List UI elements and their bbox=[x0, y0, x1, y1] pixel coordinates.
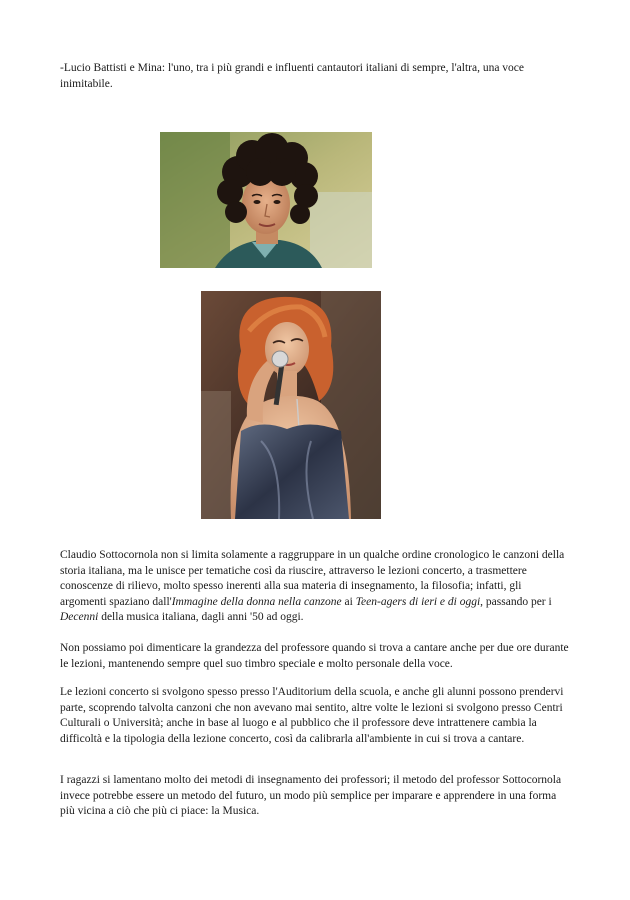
intro-paragraph: -Lucio Battisti e Mina: l'uno, tra i più grandi e influenti cantautori italiani di sempre, l'altra, una voce inimitabile. bbox=[60, 62, 525, 90]
paragraph-lezioni-concerto bbox=[60, 548, 570, 626]
paragraph-text: ai bbox=[341, 595, 356, 608]
paragraph-text: , passando per i bbox=[480, 595, 552, 608]
battisti-photo bbox=[160, 132, 372, 268]
portrait-photo-icon bbox=[160, 132, 372, 268]
italic-title: Decenni bbox=[60, 611, 99, 623]
paragraph-auditorium: Le lezioni concerto si svolgono spesso presso l'Auditorium della scuola, e anche gli alunni possono prendervi parte, scoprendo talvolta canzoni che non avevano mai sentito, altre volte le lezioni si svolgono presso Centri Culturali o Università; anche in base al luogo e al pubblico che il professore deve intrattenere cambia la difficoltà e la tipologia della lezione concerto, così da calibrarla all'ambiente in cui si trova a cantare. bbox=[60, 686, 564, 745]
mina-photo bbox=[201, 291, 381, 519]
paragraph-grandezza: Non possiamo poi dimenticare la grandezza del professore quando si trova a cantare anche per due ore durante le lezioni, mantenendo sempre quel suo timbro speciale e molto personale della voce. bbox=[60, 642, 569, 670]
paragraph-metodo: I ragazzi si lamentano molto dei metodi di insegnamento dei professori; il metodo del professor Sottocornola invece potrebbe essere un metodo del futuro, un modo più semplice per imparare e apprendere in una forma più vicina a ciò che più ci piace: la Musica. bbox=[60, 774, 562, 817]
portrait-photo-icon bbox=[201, 291, 381, 519]
paragraph-text: della musica italiana, dagli anni '50 ad oggi. bbox=[98, 611, 304, 623]
italic-title: Immagine della donna nella canzone bbox=[171, 595, 342, 608]
paragraph-text: Claudio Sottocornola non si limita solamente a raggruppare in un qualche ordine cronologico le canzoni della storia italiana, ma le unisce per tematiche così da riuscire, attraverso le lezioni concerto, a trasmettere conoscenze di rilievo, molto spesso inerenti alla sua materia di insegnamento, la filosofia; infatti, gli argomenti spaziano dall' bbox=[60, 549, 565, 608]
italic-title: Teen-agers di ieri e di oggi bbox=[355, 595, 481, 608]
